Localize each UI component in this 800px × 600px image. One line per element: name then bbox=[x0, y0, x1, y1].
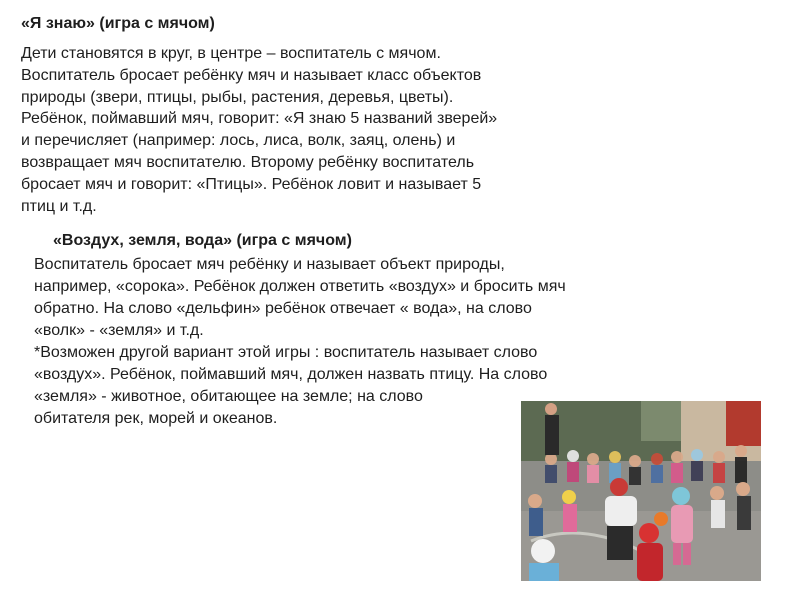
game2-description: Воспитатель бросает мяч ребёнку и называет объект природы, например, «сорока». Ребёнок должен ответить «воздух» и бросить мяч обратно. На слово «дельфин» ребёнок отвечает « вода», на слово «волк» - «земля» и т.д. *Возможен другой вариант этой игры : воспитатель называет слово «воздух». Ребёнок, поймавший мяч, должен назвать птицу. На слово «земля» - животное, обитающее на земле; на слово обитателя рек, морей и океанов. bbox=[34, 256, 566, 427]
photo-illustration bbox=[521, 401, 761, 581]
game1-description: Дети становятся в круг, в центре – воспитатель с мячом. Воспитатель бросает ребёнку мяч и называет класс объектов природы (звери, птицы, рыбы, растения, деревья, цветы). Ребёнок, поймавший мяч, говорит: «Я знаю 5 названий зверей» и перечисляет (например: лось, лиса, волк, заяц, олень) и возвращает мяч воспитателю. Второму ребёнку воспитатель бросает мяч и говорит: «Птицы». Ребёнок ловит и называет 5 птиц и т.д. bbox=[21, 45, 498, 215]
game1-title: «Я знаю» (игра с мячом) bbox=[21, 15, 215, 32]
children-playing-photo bbox=[521, 401, 761, 581]
game2-title: «Воздух, земля, вода» (игра с мячом) bbox=[53, 232, 352, 249]
game1-section bbox=[21, 14, 621, 217]
